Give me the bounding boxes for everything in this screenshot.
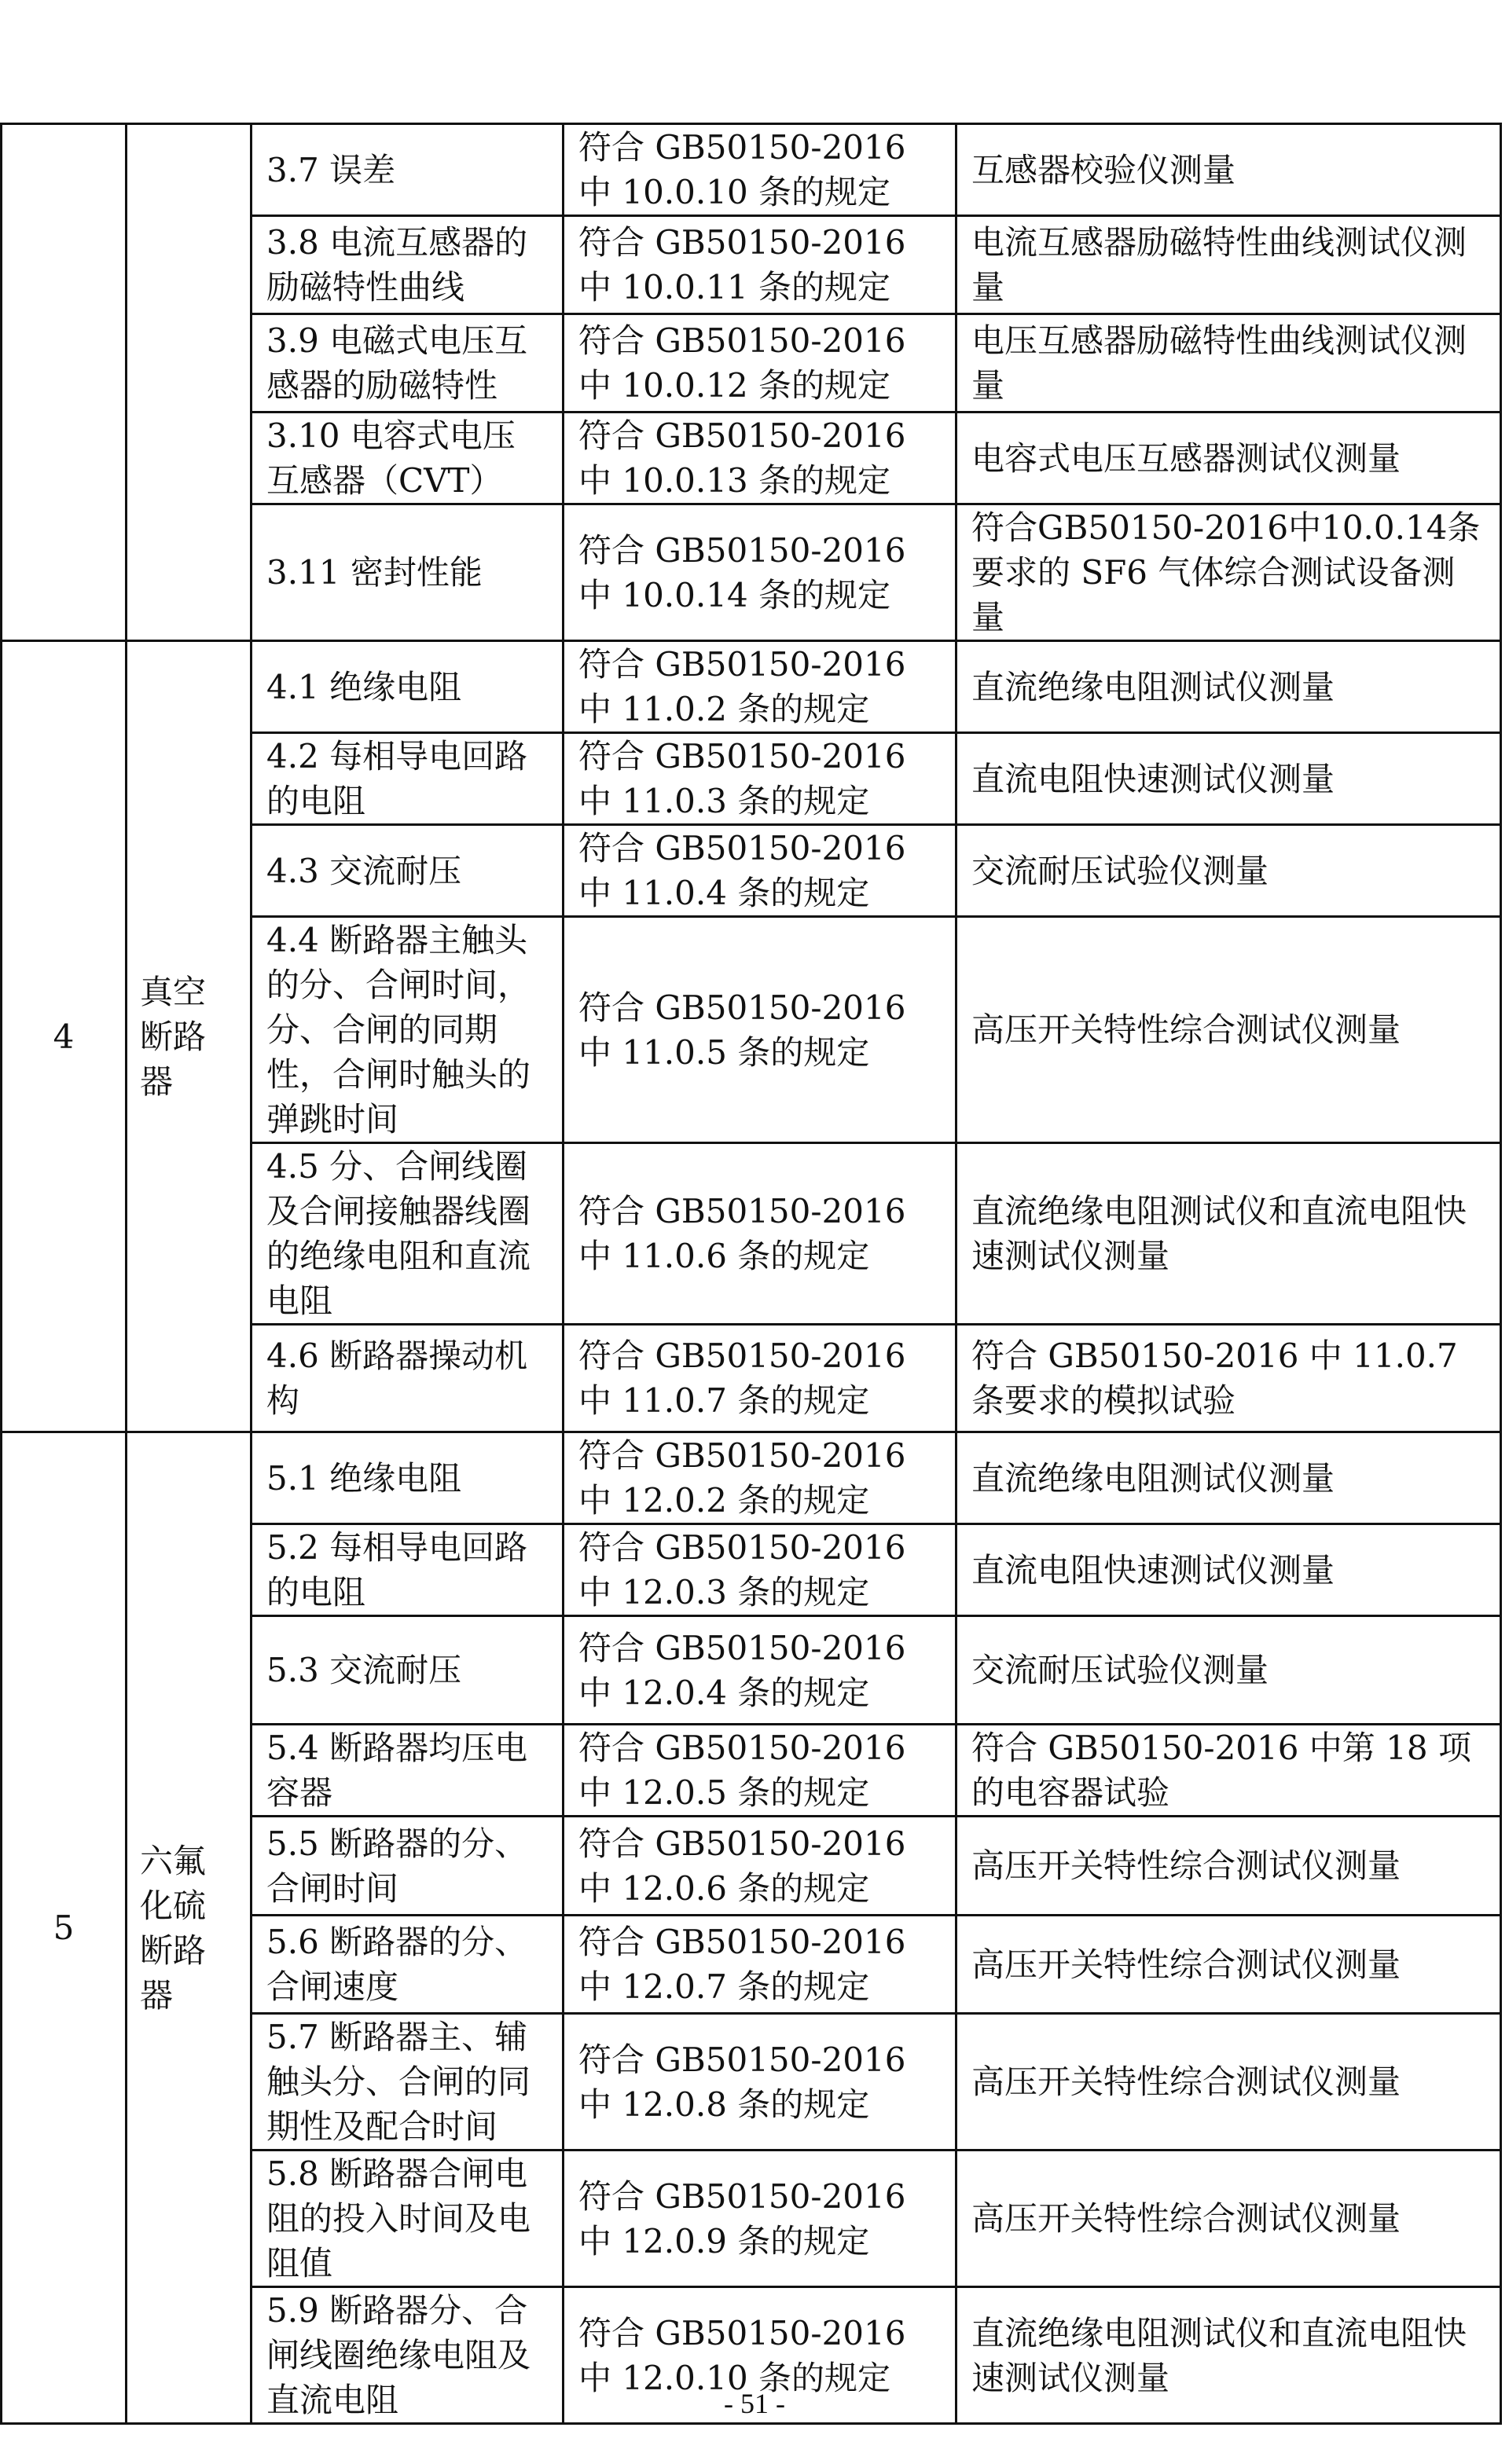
standard-cell: 符合 GB50150-2016 中 10.0.12 条的规定 bbox=[564, 314, 956, 412]
method-cell: 直流电阻快速测试仪测量 bbox=[956, 733, 1501, 825]
method-cell: 符合 GB50150-2016 中第 18 项的电容器试验 bbox=[956, 1725, 1501, 1817]
method-cell: 高压开关特性综合测试仪测量 bbox=[956, 917, 1501, 1143]
standard-cell: 符合 GB50150-2016 中 10.0.14 条的规定 bbox=[564, 504, 956, 641]
standard-cell: 符合 GB50150-2016 中 11.0.6 条的规定 bbox=[564, 1143, 956, 1325]
standard-cell: 符合 GB50150-2016 中 12.0.9 条的规定 bbox=[564, 2150, 956, 2287]
method-cell: 直流绝缘电阻测试仪和直流电阻快速测试仪测量 bbox=[956, 1143, 1501, 1325]
method-cell: 电压互感器励磁特性曲线测试仪测量 bbox=[956, 314, 1501, 412]
section-number-cell: 5 bbox=[2, 1432, 127, 2424]
equipment-name-cell: 真空断路器 bbox=[127, 641, 252, 1432]
method-cell: 直流绝缘电阻测试仪测量 bbox=[956, 641, 1501, 733]
test-items-table bbox=[0, 123, 1502, 2425]
standard-cell: 符合 GB50150-2016 中 12.0.8 条的规定 bbox=[564, 2014, 956, 2150]
standard-cell: 符合 GB50150-2016 中 12.0.10 条的规定 bbox=[564, 2287, 956, 2424]
standard-cell: 符合 GB50150-2016 中 12.0.3 条的规定 bbox=[564, 1524, 956, 1616]
method-cell: 高压开关特性综合测试仪测量 bbox=[956, 2150, 1501, 2287]
test-item-cell: 3.7 误差 bbox=[252, 124, 564, 216]
equipment-name-cell: 六氟化硫断路器 bbox=[127, 1432, 252, 2424]
test-item-cell: 4.5 分、合闸线圈及合闸接触器线圈的绝缘电阻和直流电阻 bbox=[252, 1143, 564, 1325]
standard-cell: 符合 GB50150-2016 中 10.0.13 条的规定 bbox=[564, 412, 956, 504]
test-item-cell: 5.7 断路器主、辅触头分、合闸的同期性及配合时间 bbox=[252, 2014, 564, 2150]
method-cell: 互感器校验仪测量 bbox=[956, 124, 1501, 216]
method-cell: 高压开关特性综合测试仪测量 bbox=[956, 1916, 1501, 2014]
standard-cell: 符合 GB50150-2016 中 12.0.2 条的规定 bbox=[564, 1432, 956, 1524]
method-cell: 符合GB50150-2016中10.0.14条要求的 SF6 气体综合测试设备测量 bbox=[956, 504, 1501, 641]
standard-cell: 符合 GB50150-2016 中 12.0.7 条的规定 bbox=[564, 1916, 956, 2014]
test-item-cell: 4.6 断路器操动机构 bbox=[252, 1325, 564, 1432]
standard-cell: 符合 GB50150-2016 中 10.0.11 条的规定 bbox=[564, 216, 956, 314]
method-cell: 符合 GB50150-2016 中 11.0.7 条要求的模拟试验 bbox=[956, 1325, 1501, 1432]
test-item-cell: 5.1 绝缘电阻 bbox=[252, 1432, 564, 1524]
standard-cell: 符合 GB50150-2016 中 12.0.5 条的规定 bbox=[564, 1725, 956, 1817]
method-cell: 高压开关特性综合测试仪测量 bbox=[956, 2014, 1501, 2150]
equipment-name-cell bbox=[127, 124, 252, 641]
method-cell: 电容式电压互感器测试仪测量 bbox=[956, 412, 1501, 504]
method-cell: 电流互感器励磁特性曲线测试仪测量 bbox=[956, 216, 1501, 314]
standard-cell: 符合 GB50150-2016 中 11.0.4 条的规定 bbox=[564, 825, 956, 917]
method-cell: 直流电阻快速测试仪测量 bbox=[956, 1524, 1501, 1616]
test-item-cell: 3.11 密封性能 bbox=[252, 504, 564, 641]
standard-cell: 符合 GB50150-2016 中 11.0.5 条的规定 bbox=[564, 917, 956, 1143]
standard-cell: 符合 GB50150-2016 中 12.0.6 条的规定 bbox=[564, 1817, 956, 1916]
test-item-cell: 5.2 每相导电回路的电阻 bbox=[252, 1524, 564, 1616]
test-item-cell: 5.6 断路器的分、合闸速度 bbox=[252, 1916, 564, 2014]
test-item-cell: 4.4 断路器主触头的分、合闸时间，分、合闸的同期性，合闸时触头的弹跳时间 bbox=[252, 917, 564, 1143]
test-item-cell: 3.10 电容式电压互感器（CVT） bbox=[252, 412, 564, 504]
test-item-cell: 4.2 每相导电回路的电阻 bbox=[252, 733, 564, 825]
method-cell: 直流绝缘电阻测试仪和直流电阻快速测试仪测量 bbox=[956, 2287, 1501, 2424]
standard-cell: 符合 GB50150-2016 中 11.0.2 条的规定 bbox=[564, 641, 956, 733]
method-cell: 交流耐压试验仪测量 bbox=[956, 1616, 1501, 1725]
test-item-cell: 4.1 绝缘电阻 bbox=[252, 641, 564, 733]
test-item-cell: 5.3 交流耐压 bbox=[252, 1616, 564, 1725]
standard-cell: 符合 GB50150-2016 中 11.0.7 条的规定 bbox=[564, 1325, 956, 1432]
test-item-cell: 5.8 断路器合闸电阻的投入时间及电阻值 bbox=[252, 2150, 564, 2287]
test-item-cell: 3.8 电流互感器的励磁特性曲线 bbox=[252, 216, 564, 314]
section-number-cell bbox=[2, 124, 127, 641]
method-cell: 高压开关特性综合测试仪测量 bbox=[956, 1817, 1501, 1916]
test-item-cell: 5.5 断路器的分、合闸时间 bbox=[252, 1817, 564, 1916]
test-item-cell: 4.3 交流耐压 bbox=[252, 825, 564, 917]
page-number: - 51 - bbox=[724, 2388, 785, 2419]
test-item-cell: 5.9 断路器分、合闸线圈绝缘电阻及直流电阻 bbox=[252, 2287, 564, 2424]
method-cell: 直流绝缘电阻测试仪测量 bbox=[956, 1432, 1501, 1524]
standard-cell: 符合 GB50150-2016 中 10.0.10 条的规定 bbox=[564, 124, 956, 216]
table-row bbox=[2, 641, 1501, 733]
table-row bbox=[2, 1432, 1501, 1524]
test-item-cell: 5.4 断路器均压电容器 bbox=[252, 1725, 564, 1817]
test-item-cell: 3.9 电磁式电压互感器的励磁特性 bbox=[252, 314, 564, 412]
standard-cell: 符合 GB50150-2016 中 12.0.4 条的规定 bbox=[564, 1616, 956, 1725]
method-cell: 交流耐压试验仪测量 bbox=[956, 825, 1501, 917]
table-row bbox=[2, 124, 1501, 216]
section-number-cell: 4 bbox=[2, 641, 127, 1432]
standard-cell: 符合 GB50150-2016 中 11.0.3 条的规定 bbox=[564, 733, 956, 825]
